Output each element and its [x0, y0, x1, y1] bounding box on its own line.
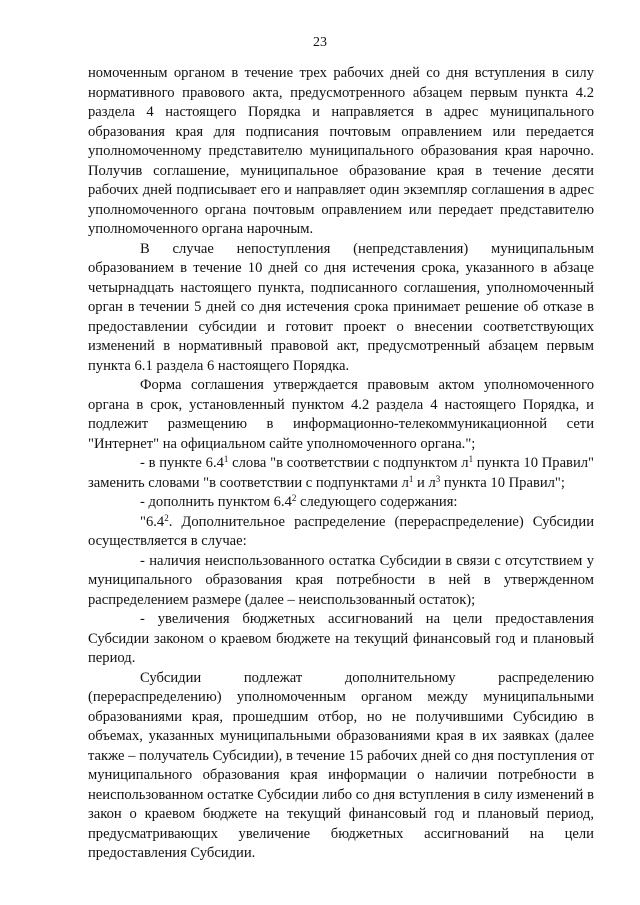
superscript-index: 2 [164, 512, 169, 523]
text-run: В случае непоступления (непредставления) муниципальным образованием в течение 10 дней со дня истечения срока, указанного в абзаце четырнадцать настоящего пункта, подписанного соглашения, уполномоченный орган в течении 5 дней со дня истечения срока принимает решение об отказе в предоставлении субсидии и готовит проект о внесении соответствующих изменений в нормативный правовой акт, предусмотренный абзацем первым пункта 6.1 раздела 6 настоящего Порядка. [88, 240, 594, 374]
paragraph [88, 513, 594, 552]
paragraph [88, 240, 594, 377]
text-run: "6.4 [140, 513, 165, 530]
text-run: - в пункте 6.4 [140, 455, 224, 471]
text-run: Субсидии подлежат дополнительному распределению (перераспределению) уполномоченным органом между муниципальными образованиями края, прошедшим отбор, но не получившими Субсидию в объемах, указанных муниципальными образованиями края в их заявках (далее также – получатель Субсидии), в течение 15 рабочих дней со дня поступления от муниципального образования края информации о наличии потребности в неиспользованном остатке Субсидии либо со дня вступления в силу изменений в закон о краевом бюджете на текущий финансовый год и плановый период, предусматривающих увеличение бюджетных ассигнований на цели предоставления Субсидии. [88, 669, 594, 861]
page-number: 23 [313, 35, 327, 50]
text-run: - увеличения бюджетных ассигнований на цели предоставления Субсидии законом о краевом бюджете на текущий финансовый год и плановый период. [88, 611, 594, 666]
text-run: и л [413, 474, 436, 491]
paragraph [88, 64, 594, 240]
text-run: - наличия неиспользованного остатка Субсидии в связи с отсутствием у муниципального образования края потребности в ней в утвержденном распределением размере (далее – неиспользованный остаток); [88, 552, 594, 608]
text-run: пункта 10 Правил" заменить словами "в соответствии с подпунктами л [88, 455, 594, 491]
superscript-index: 1 [408, 473, 414, 484]
paragraph [88, 454, 594, 493]
superscript-index: 2 [291, 493, 297, 503]
paragraph [88, 493, 594, 513]
text-run: Форма соглашения утверждается правовым актом уполномоченного органа в срок, установленный пунктом 4.2 раздела 4 настоящего Порядка, и подлежит размещению в информационно-телекоммуникационной сети "Интернет" на официальном сайте уполномоченного органа."; [88, 377, 594, 452]
text-run: пункта 10 Правил"; [440, 474, 565, 491]
superscript-index: 1 [223, 454, 229, 464]
paragraph [88, 552, 594, 611]
text-run: слова "в соответствии с подпунктом л [228, 455, 469, 471]
text-run: следующего содержания: [296, 494, 458, 510]
paragraph [88, 610, 594, 669]
text-run: . Дополнительное распределение (перераспределение) Субсидии осуществляется в случае: [88, 513, 594, 549]
superscript-index: 3 [435, 473, 441, 484]
document-body [88, 64, 594, 864]
paragraph [88, 669, 594, 864]
superscript-index: 1 [468, 454, 474, 464]
text-run: - дополнить пунктом 6.4 [140, 494, 292, 510]
text-run: номоченным органом в течение трех рабочих дней со дня вступления в силу нормативного правового акта, предусмотренного абзацем первым пункта 4.2 раздела 4 настоящего Порядка и направляется в адрес муниципального образования края для подписания почтовым оправлением или передается уполномоченному представителю муниципального образования края нарочно. Получив соглашение, муниципальное образование края в течение десяти рабочих дней подписывает его и направляет один экземпляр соглашения в адрес уполномоченного органа почтовым оправлением или передает представителю уполномоченного органа нарочным. [88, 65, 594, 237]
paragraph [88, 376, 594, 454]
